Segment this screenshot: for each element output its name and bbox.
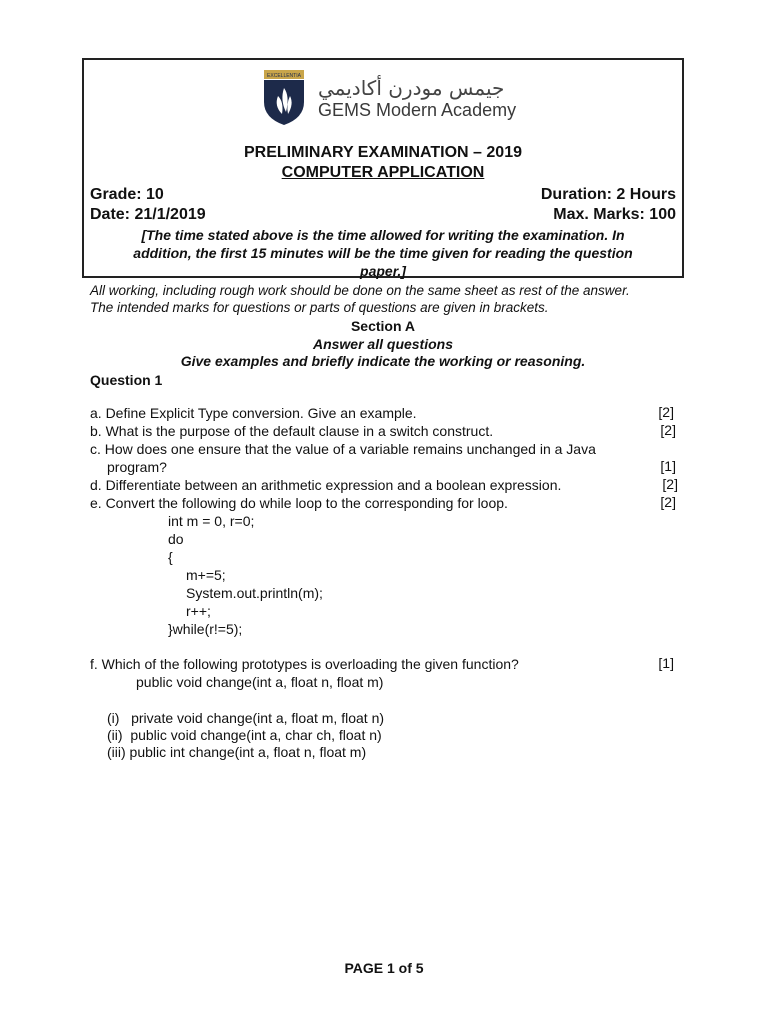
marks-d: [2] [662,476,678,492]
code-line: do [168,531,184,547]
given-prototype: public void change(int a, float n, float m) [136,674,384,690]
school-name-arabic: جيمس مودرن أكاديمي [318,76,505,100]
option-item: (i) private void change(int a, float m, float n) [107,710,385,726]
exam-header-box [82,58,684,278]
section-note: Give examples and briefly indicate the working or reasoning. [180,353,586,369]
school-crest-icon [260,70,308,126]
marks-c: [1] [660,458,676,474]
page-number: PAGE 1 of 5 [344,960,424,976]
question-a: a. Define Explicit Type conversion. Give an example. [90,405,417,421]
code-line: System.out.println(m); [186,585,323,601]
time-note-line: paper.] [360,263,406,279]
code-line: { [168,549,173,565]
option-item: (iii) public int change(int a, float n, float m) [107,744,367,760]
marks-f: [1] [658,655,674,671]
time-note-line: [The time stated above is the time allowed for writing the examination. In [141,227,625,243]
time-note [94,226,672,280]
option-item: (ii) public void change(int a, char ch, float n) [107,727,382,743]
exam-title: PRELIMINARY EXAMINATION – 2019 [244,144,522,161]
instruction-line: The intended marks for questions or parts of questions are given in brackets. [90,300,549,315]
question-f: f. Which of the following prototypes is overloading the given function? [90,656,519,672]
code-line: }while(r!=5); [168,621,243,637]
question-b: b. What is the purpose of the default clause in a switch construct. [90,423,494,439]
duration-label: Duration: 2 Hours [540,186,676,203]
subject-title: COMPUTER APPLICATION [281,164,485,181]
question-c: c. How does one ensure that the value of a variable remains unchanged in a Java [90,441,596,457]
grade-label: Grade: 10 [90,186,164,203]
marks-b: [2] [660,422,676,438]
crest-badge-text: EXCELLENTIA [267,73,301,79]
time-note-line: addition, the first 15 minutes will be the time given for reading the question [133,245,633,261]
marks-a: [2] [658,404,674,420]
school-name: GEMS Modern Academy [318,100,517,120]
question-c-cont: program? [107,459,167,475]
max-marks-label: Max. Marks: 100 [553,206,676,223]
code-line: int m = 0, r=0; [168,513,255,529]
code-line: r++; [186,603,211,619]
question-heading: Question 1 [90,372,163,388]
instruction-line: All working, including rough work should be done on the same sheet as rest of the answer. [90,283,630,298]
section-title: Section A [350,318,416,334]
marks-e: [2] [660,494,676,510]
date-label: Date: 21/1/2019 [90,206,206,223]
code-line: m+=5; [186,567,226,583]
question-d: d. Differentiate between an arithmetic expression and a boolean expression. [90,477,562,493]
section-subtitle: Answer all questions [312,336,454,352]
question-e: e. Convert the following do while loop to the corresponding for loop. [90,495,508,511]
school-logo [260,70,520,128]
